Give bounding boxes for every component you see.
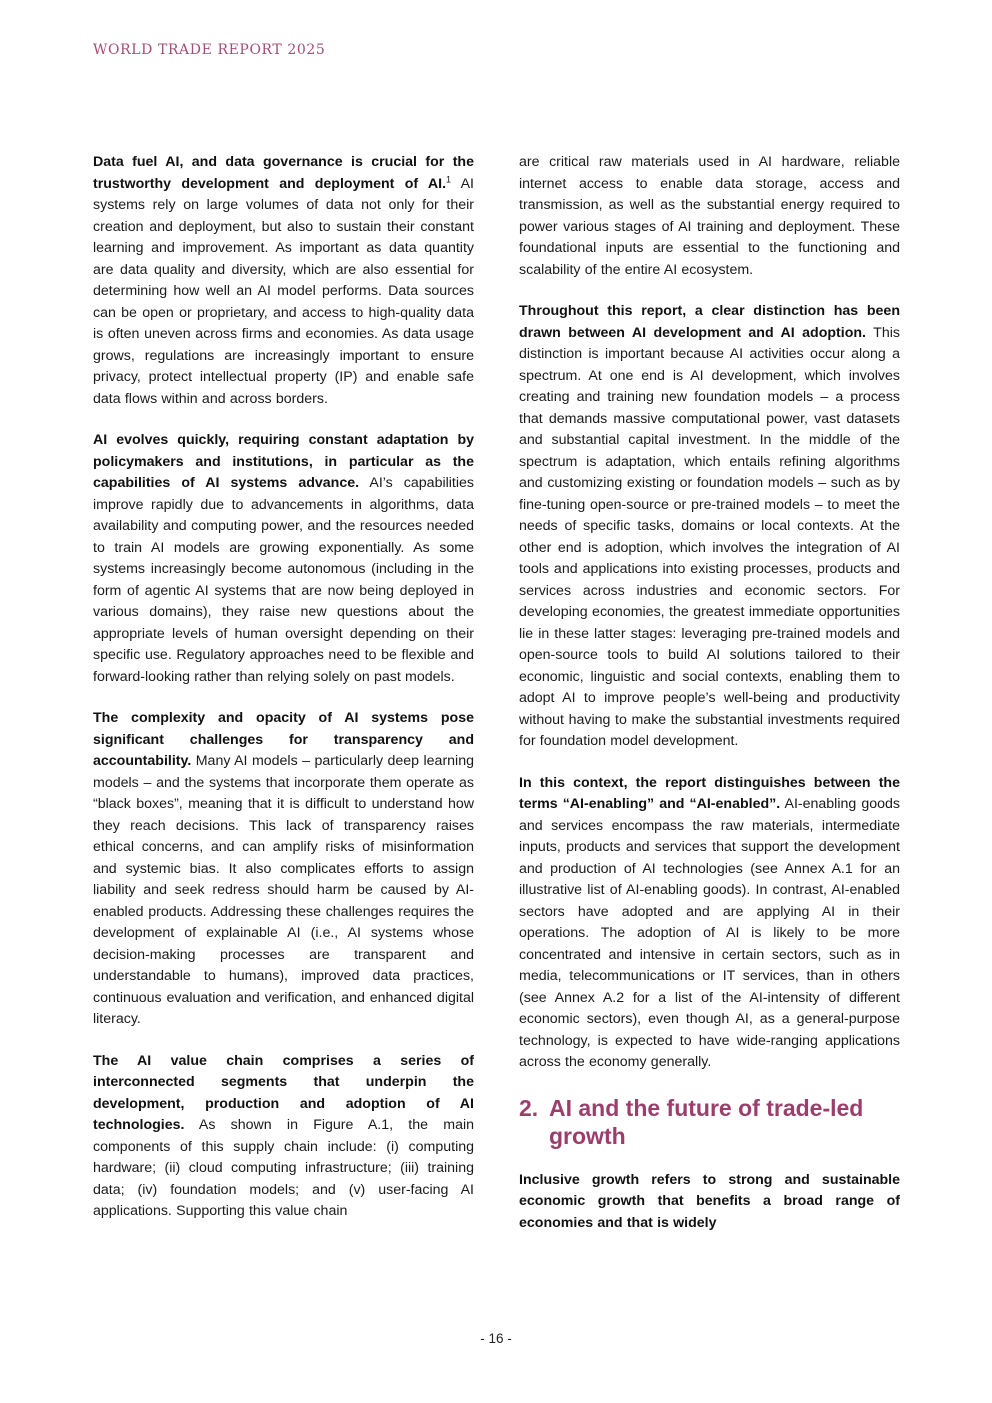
paragraph-lead-bold: AI evolves quickly, requiring constant adaptation by policymakers and institutions, in particular as the capabilities of AI systems advance. — [93, 432, 474, 491]
section-heading — [519, 1094, 900, 1150]
paragraph — [519, 773, 900, 1074]
paragraph-lead-bold: The AI value chain comprises a series of interconnected segments that underpin the development, production and adoption of AI technologies. — [93, 1052, 474, 1133]
section-title: AI and the future of trade-led growth — [549, 1094, 864, 1149]
page-number: - 16 - — [480, 1331, 512, 1346]
paragraph-text: AI’s capabilities improve rapidly due to advancements in algorithms, data availability and computing power, and the resources needed to train AI models are growing exponentially. As some systems increasingly become autonomous (including in the form of agentic AI systems that are now being deployed in various domains), they raise new questions about the appropriate levels of human oversight depending on their specific use. Regulatory approaches need to be flexible and forward-looking rather than relying solely on past models. — [93, 475, 474, 685]
paragraph — [519, 152, 900, 281]
left-column — [93, 152, 474, 1254]
footnote-reference: 1 — [446, 173, 452, 184]
paragraph — [519, 301, 900, 753]
paragraph — [93, 152, 474, 410]
paragraph-text: Many AI models – particularly deep learning models – and the systems that incorporate them operate as “black boxes”, meaning that it is difficult to understand how they reach decisions. This lack of transparency raises ethical concerns, and can amplify risks of misinformation and systemic bias. It also complicates efforts to assign liability and seek redress should harm be caused by AI-enabled products. Addressing these challenges requires the development of explainable AI (i.e., AI systems whose decision-making processes are transparent and understandable to humans), improved data practices, continuous evaluation and verification, and enhanced digital literacy. — [93, 753, 474, 1027]
paragraph-text: This distinction is important because AI activities occur along a spectrum. At one end is AI development, which involves creating and training new foundation models – a process that demands massive computational power, vast datasets and substantial capital investment. In the middle of the spectrum is adaptation, which entails refining algorithms and customizing existing or foundation models – such as by fine-tuning open-source or pre-trained models – to meet the needs of specific tasks, domains or local contexts. At the other end is adoption, which involves the integration of AI tools and applications into existing processes, products and services across industries and economic sectors. For developing economies, the greatest immediate opportunities lie in these latter stages: leveraging pre-trained models and open-source tools to build AI solutions tailored to their economic, linguistic and social contexts, enabling them to adopt AI to improve people’s well-being and productivity without having to make the substantial investments required for foundation model development. — [519, 324, 900, 749]
paragraph — [93, 708, 474, 1031]
page-footer — [0, 1331, 992, 1346]
paragraph-lead-bold: Throughout this report, a clear distinction has been drawn between AI development and AI adoption. — [519, 303, 900, 341]
paragraph-lead-bold: The complexity and opacity of AI systems pose significant challenges for transparency and accountability. — [93, 710, 474, 769]
running-header — [93, 42, 325, 58]
paragraph — [93, 1051, 474, 1223]
two-column-layout — [93, 152, 900, 1254]
right-column — [519, 152, 900, 1254]
paragraph-lead-bold: Data fuel AI, and data governance is crucial for the trustworthy development and deployment of AI. — [93, 154, 474, 192]
paragraph-text: AI-enabling goods and services encompass the raw materials, intermediate inputs, products and services that support the development and production of AI technologies (see Annex A.1 for an illustrative list of AI-enabling goods). In contrast, AI-enabled sectors have adopted and are applying AI in their operations. The adoption of AI is likely to be more concentrated and intensive in certain sectors, such as in media, telecommunications or IT services, than in others (see Annex A.2 for a list of the AI-intensity of different economic sectors), even though AI, as a general-purpose technology, is expected to have wide-ranging applications across the economy generally. — [519, 796, 900, 1070]
paragraph-text: are critical raw materials used in AI hardware, reliable internet access to enable data storage, access and transmission, as well as the substantial energy required to power various stages of AI training and deployment. These foundational inputs are essential to the functioning and scalability of the entire AI ecosystem. — [519, 154, 900, 278]
paragraph-text: Inclusive growth refers to strong and sustainable economic growth that benefits a broad range of economies and that is widely — [519, 1171, 900, 1231]
paragraph-text: AI systems rely on large volumes of data not only for their creation and deployment, but also to sustain their constant learning and improvement. As important as data quantity are data quality and diversity, which are also essential for determining how well an AI model performs. Data sources can be open or proprietary, and access to high-quality data is often uneven across firms and economies. As data usage grows, regulations are increasingly important to ensure privacy, protect intellectual property (IP) and enable safe data flows within and across borders. — [93, 175, 474, 407]
paragraph-lead-bold: In this context, the report distinguishes between the terms “AI-enabling” and “AI-enabled”. — [519, 774, 900, 812]
section-number: 2. — [519, 1094, 539, 1121]
paragraph-text: As shown in Figure A.1, the main components of this supply chain include: (i) computing hardware; (ii) cloud computing infrastructure; (iii) training data; (iv) foundation models; and (v) user-facing AI applications. Supporting this value chain — [93, 1117, 475, 1219]
paragraph — [519, 1170, 900, 1235]
paragraph — [93, 430, 474, 688]
report-title: WORLD TRADE REPORT 2025 — [93, 42, 326, 58]
